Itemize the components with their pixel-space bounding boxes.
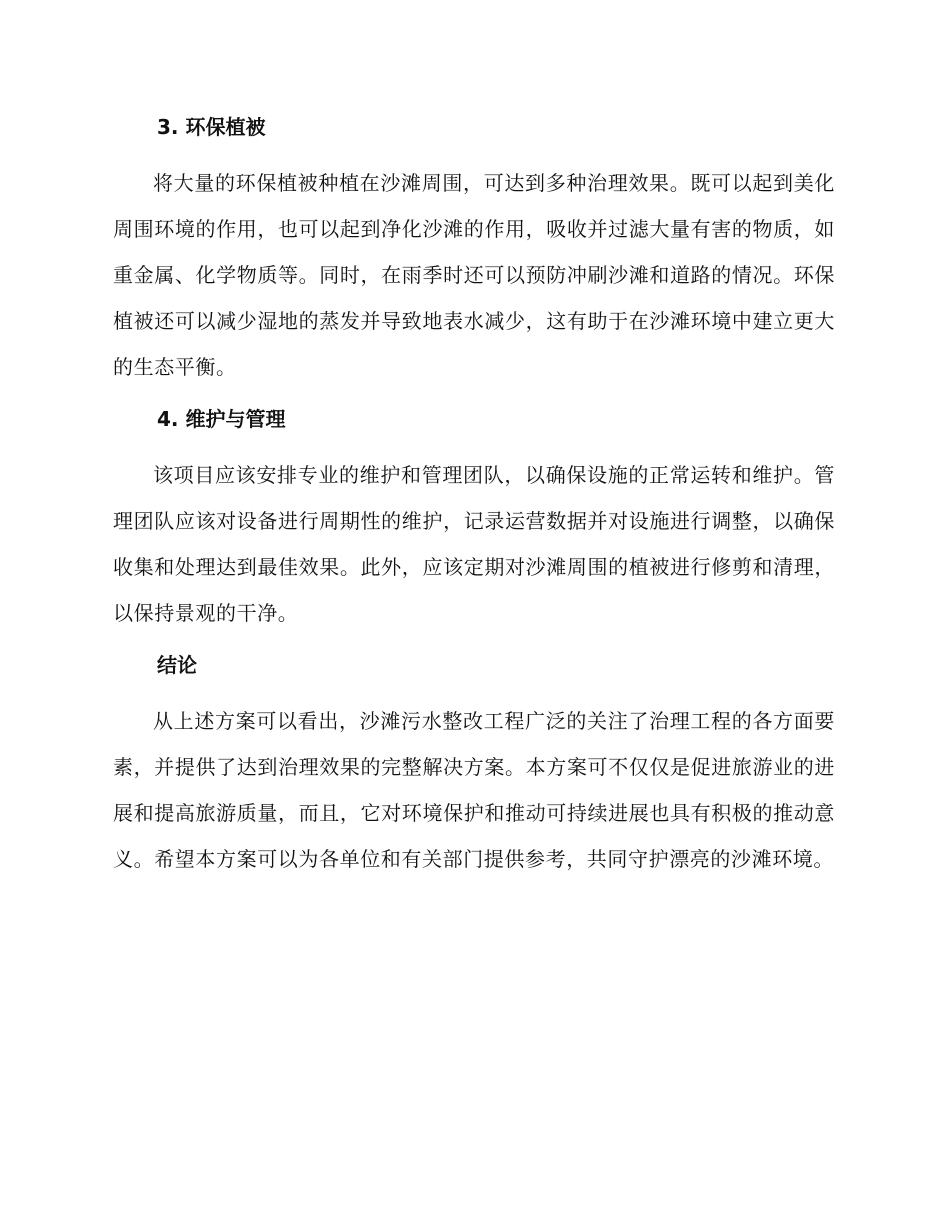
section-paragraph-eco-vegetation: 将大量的环保植被种植在沙滩周围，可达到多种治理效果。既可以起到美化周围环境的作用，也可以起到净化沙滩的作用，吸收并过滤大量有害的物质，如重金属、化学物质等。同时，在雨季时还可以预防冲刷沙滩和道路的情况。环保植被还可以减少湿地的蒸发并导致地表水减少，这有助于在沙滩环境中建立更大的生态平衡。 — [113, 171, 835, 379]
section-paragraph-conclusion: 从上述方案可以看出，沙滩污水整改工程广泛的关注了治理工程的各方面要素，并提供了达到治理效果的完整解决方案。本方案可不仅仅是促进旅游业的进展和提高旅游质量，而且，它对环境保护和推动可持续进展也具有积极的推动意义。希望本方案可以为各单位和有关部门提供参考，共同守护漂亮的沙滩环境。 — [113, 709, 835, 871]
document-body — [113, 112, 835, 882]
section-heading-eco-vegetation: 3. 环保植被 — [157, 115, 266, 139]
section-heading-maintenance: 4. 维护与管理 — [157, 407, 286, 431]
section-heading-conclusion: 结论 — [157, 653, 197, 677]
section-paragraph-maintenance: 该项目应该安排专业的维护和管理团队，以确保设施的正常运转和维护。管理团队应该对设备进行周期性的维护，记录运营数据并对设施进行调整，以确保收集和处理达到最佳效果。此外，应该定期对沙滩周围的植被进行修剪和清理，以保持景观的干净。 — [113, 463, 835, 625]
